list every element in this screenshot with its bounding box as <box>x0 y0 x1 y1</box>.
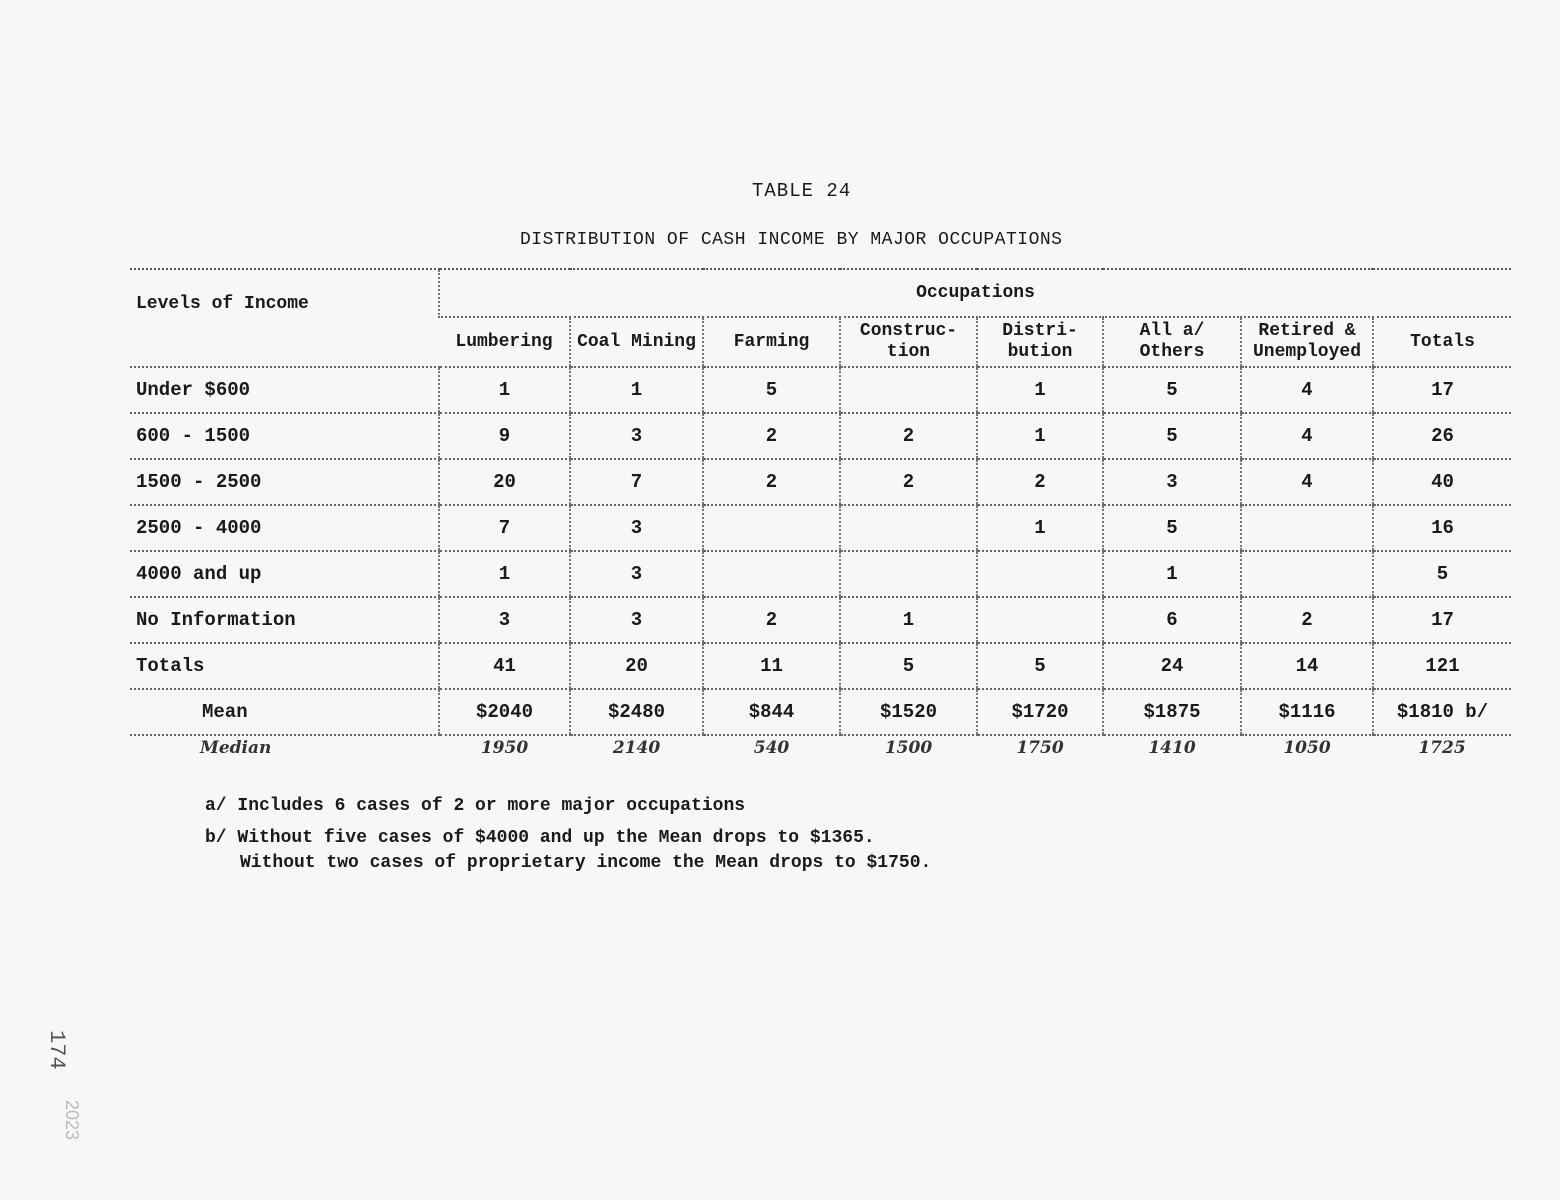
column-header: Coal Mining <box>570 317 703 367</box>
table-cell: $1116 <box>1241 689 1373 735</box>
table-cell: 41 <box>439 643 570 689</box>
footnote-b-cont: Without two cases of proprietary income the Mean drops to $1750. <box>240 853 932 873</box>
column-header: Distri- bution <box>977 317 1103 367</box>
table-cell: 17 <box>1373 597 1511 643</box>
table-cell: 5 <box>1103 367 1241 413</box>
table-cell: 2 <box>840 459 977 505</box>
table-cell <box>977 597 1103 643</box>
median-cell: 1950 <box>480 738 529 758</box>
column-header: Construc- tion <box>840 317 977 367</box>
row-label: 600 - 1500 <box>130 413 439 459</box>
table-cell: 5 <box>703 367 840 413</box>
table-cell: 3 <box>570 551 703 597</box>
row-label: Under $600 <box>130 367 439 413</box>
footnote-a: a/ Includes 6 cases of 2 or more major occupations <box>205 796 746 816</box>
median-cell: 1500 <box>884 738 933 758</box>
table-cell <box>840 505 977 551</box>
table-cell: 4 <box>1241 367 1373 413</box>
column-header: Lumbering <box>439 317 570 367</box>
table-cell: $1520 <box>840 689 977 735</box>
table-cell: 3 <box>1103 459 1241 505</box>
table-cell <box>840 551 977 597</box>
table-cell: 2 <box>977 459 1103 505</box>
table-cell: 4 <box>1241 413 1373 459</box>
table-cell <box>1241 551 1373 597</box>
table-cell: 2 <box>703 597 840 643</box>
row-label: 4000 and up <box>130 551 439 597</box>
table-cell <box>703 551 840 597</box>
column-header: Retired & Unemployed <box>1241 317 1373 367</box>
group-header: Occupations <box>439 269 1511 317</box>
table-cell <box>1241 505 1373 551</box>
table-cell: 1 <box>439 551 570 597</box>
median-row <box>130 735 1511 760</box>
table-cell: 1 <box>977 413 1103 459</box>
table-row <box>130 413 1511 459</box>
table-cell: $2040 <box>439 689 570 735</box>
table-cell: 1 <box>1103 551 1241 597</box>
table-cell: 5 <box>1103 505 1241 551</box>
table-cell: 20 <box>439 459 570 505</box>
table-cell: $1875 <box>1103 689 1241 735</box>
table-cell: 5 <box>840 643 977 689</box>
table-cell: 2 <box>703 459 840 505</box>
column-header: Farming <box>703 317 840 367</box>
footnote-b: b/ Without five cases of $4000 and up the Mean drops to $1365. <box>205 828 875 848</box>
table-cell: 5 <box>977 643 1103 689</box>
table-row <box>130 551 1511 597</box>
row-header: Levels of Income <box>130 269 439 367</box>
table-cell: 9 <box>439 413 570 459</box>
table-cell: 1 <box>977 367 1103 413</box>
table-cell: $844 <box>703 689 840 735</box>
median-cell: 1725 <box>1418 738 1466 758</box>
table-cell: 1 <box>977 505 1103 551</box>
median-cell: 2140 <box>612 738 661 758</box>
table-cell: 1 <box>570 367 703 413</box>
table-cell: 14 <box>1241 643 1373 689</box>
table-cell: 2 <box>840 413 977 459</box>
table-cell: 24 <box>1103 643 1241 689</box>
table-cell: $1720 <box>977 689 1103 735</box>
table-row <box>130 505 1511 551</box>
row-label: 2500 - 4000 <box>130 505 439 551</box>
median-cell: 540 <box>753 738 790 758</box>
table-cell: 7 <box>570 459 703 505</box>
table-cell: 3 <box>570 597 703 643</box>
table-cell: 5 <box>1103 413 1241 459</box>
watermark: 2023 <box>62 1100 82 1141</box>
table-cell: 5 <box>1373 551 1511 597</box>
table-cell: 2 <box>703 413 840 459</box>
table-cell: 11 <box>703 643 840 689</box>
table-cell: 3 <box>439 597 570 643</box>
table-cell: 3 <box>570 413 703 459</box>
row-label: Mean <box>130 689 439 735</box>
table-cell: 2 <box>1241 597 1373 643</box>
table-cell: 7 <box>439 505 570 551</box>
table-row <box>130 689 1511 735</box>
table-cell: 3 <box>570 505 703 551</box>
table-cell: 4 <box>1241 459 1373 505</box>
table-cell <box>703 505 840 551</box>
column-header: Totals <box>1373 317 1511 367</box>
row-label: 1500 - 2500 <box>130 459 439 505</box>
column-header: All a/ Others <box>1103 317 1241 367</box>
table-cell: 121 <box>1373 643 1511 689</box>
table-cell: $2480 <box>570 689 703 735</box>
table-cell: 16 <box>1373 505 1511 551</box>
table-row <box>130 367 1511 413</box>
table-title: TABLE 24 <box>752 180 852 202</box>
table-cell <box>977 551 1103 597</box>
table-cell: 6 <box>1103 597 1241 643</box>
page-stamp: 174 <box>44 1030 69 1070</box>
row-label: Totals <box>130 643 439 689</box>
income-table <box>130 268 1511 760</box>
table-cell: 40 <box>1373 459 1511 505</box>
row-label: No Information <box>130 597 439 643</box>
table-cell: 26 <box>1373 413 1511 459</box>
table-row <box>130 597 1511 643</box>
median-cell: 1750 <box>1016 738 1064 758</box>
table-cell: 17 <box>1373 367 1511 413</box>
table-cell: 20 <box>570 643 703 689</box>
median-cell: 1410 <box>1148 738 1196 758</box>
table-subtitle: DISTRIBUTION OF CASH INCOME BY MAJOR OCCUPATIONS <box>520 230 1063 250</box>
table-cell: 1 <box>439 367 570 413</box>
table-cell <box>840 367 977 413</box>
median-label: Median <box>200 738 272 758</box>
table-cell: 1 <box>840 597 977 643</box>
table-row <box>130 459 1511 505</box>
table-cell: $1810 b/ <box>1373 689 1511 735</box>
median-cell: 1050 <box>1283 738 1331 758</box>
table-row <box>130 643 1511 689</box>
